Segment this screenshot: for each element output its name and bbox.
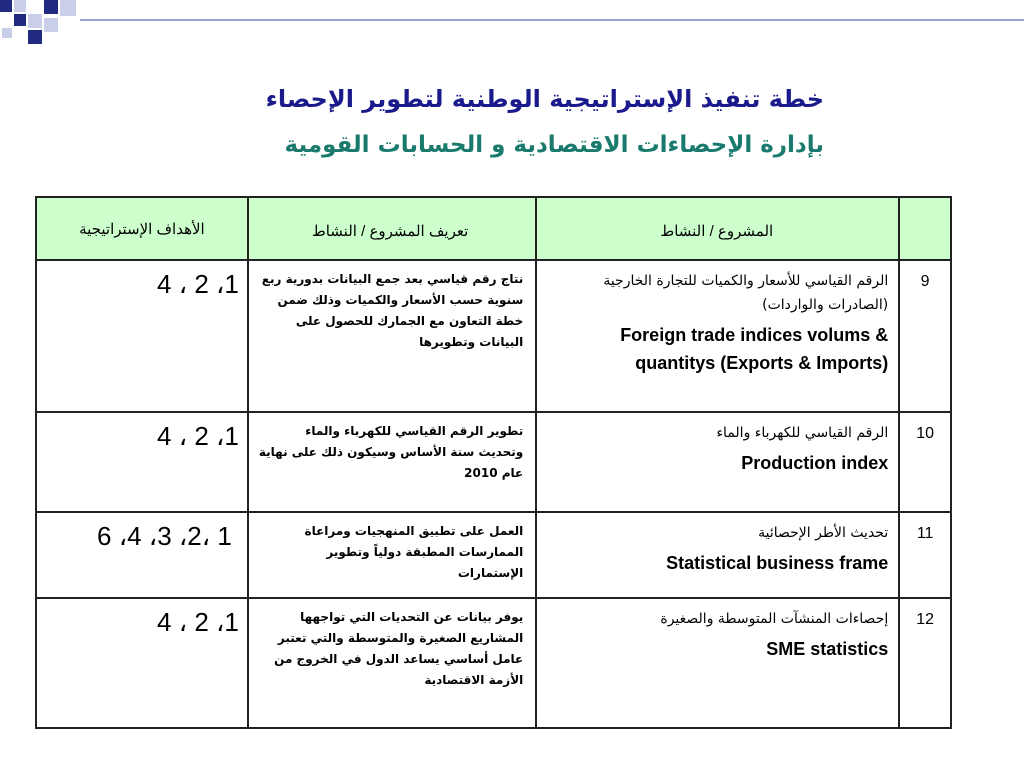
definition-cell [248, 512, 536, 598]
decor-square [28, 14, 42, 28]
decor-square [0, 0, 12, 12]
goals-cell [36, 412, 248, 512]
project-cell [536, 512, 899, 598]
project-english: Production index [741, 453, 889, 473]
decor-square [28, 30, 42, 44]
project-english: Foreign trade indices volums & quantitys (Exports & Imports) [620, 325, 889, 373]
definition-cell [248, 260, 536, 412]
decor-square [60, 0, 76, 16]
row-number: 10 [899, 412, 951, 512]
header-divider [80, 19, 1024, 21]
row-number: 9 [899, 260, 951, 412]
page-subtitle: بإدارة الإحصاءات الاقتصادية و الحسابات القومية [284, 132, 824, 158]
projects-table [35, 196, 952, 729]
project-english: Statistical business frame [666, 553, 889, 573]
row-number: 12 [899, 598, 951, 728]
decor-square [44, 0, 58, 14]
project-cell [536, 598, 899, 728]
goals-text: 1 ،2، 3، 4، 6 [97, 521, 232, 551]
project-arabic: الرقم القياسي للأسعار والكميات للتجارة الخارجية (الصادرات والواردات) [603, 273, 889, 313]
header-number [899, 197, 951, 260]
definition-cell [248, 412, 536, 512]
definition-text: العمل على تطبيق المنهجيات ومراعاة الممارسات المطبقة دولياً وتطوير الإستمارات [304, 524, 524, 580]
goals-cell [36, 598, 248, 728]
definition-cell [248, 598, 536, 728]
project-english: SME statistics [766, 639, 889, 659]
definition-text: نتاج رقم قياسي بعد جمع البيانات بدورية ربع سنوية حسب الأسعار والكميات وذلك ضمن خطة التعاون مع الجمارك للحصول على البيانات وتطويرها [261, 272, 524, 349]
header-project: المشروع / النشاط [536, 197, 899, 260]
project-arabic: الرقم القياسي للكهرباء والماء [716, 425, 889, 441]
goals-text: 1، 2 ، 4 [157, 269, 239, 299]
page-title: خطة تنفيذ الإستراتيجية الوطنية لتطوير الإحصاء [265, 85, 824, 113]
decor-square [14, 0, 26, 12]
table-row [36, 512, 951, 598]
header-definition: تعريف المشروع / النشاط [248, 197, 536, 260]
goals-cell [36, 512, 248, 598]
definition-text: يوفر بيانات عن التحديات التي تواجهها المشاريع الصغيرة والمتوسطة والتي تعتبر عامل أساسي يساعد الدول في الخروج من الأزمة الاقتصادية [274, 610, 524, 687]
project-arabic: إحصاءات المنشآت المتوسطة والصغيرة [660, 611, 889, 627]
header-goals: الأهداف الإستراتيجية [36, 197, 248, 260]
project-arabic: تحديث الأطر الإحصائية [758, 525, 889, 541]
goals-text: 1، 2 ، 4 [157, 421, 239, 451]
row-number: 11 [899, 512, 951, 598]
decor-square [2, 28, 12, 38]
decor-square [44, 18, 58, 32]
decor-square [14, 14, 26, 26]
goals-text: 1، 2 ، 4 [157, 607, 239, 637]
table-row [36, 412, 951, 512]
project-cell [536, 412, 899, 512]
goals-cell [36, 260, 248, 412]
table-header-row [36, 197, 951, 260]
definition-text: تطوير الرقم القياسي للكهرباء والماء وتحديث سنة الأساس وسيكون ذلك على نهاية عام 2010 [258, 424, 524, 480]
table-row [36, 260, 951, 412]
table-row [36, 598, 951, 728]
project-cell [536, 260, 899, 412]
